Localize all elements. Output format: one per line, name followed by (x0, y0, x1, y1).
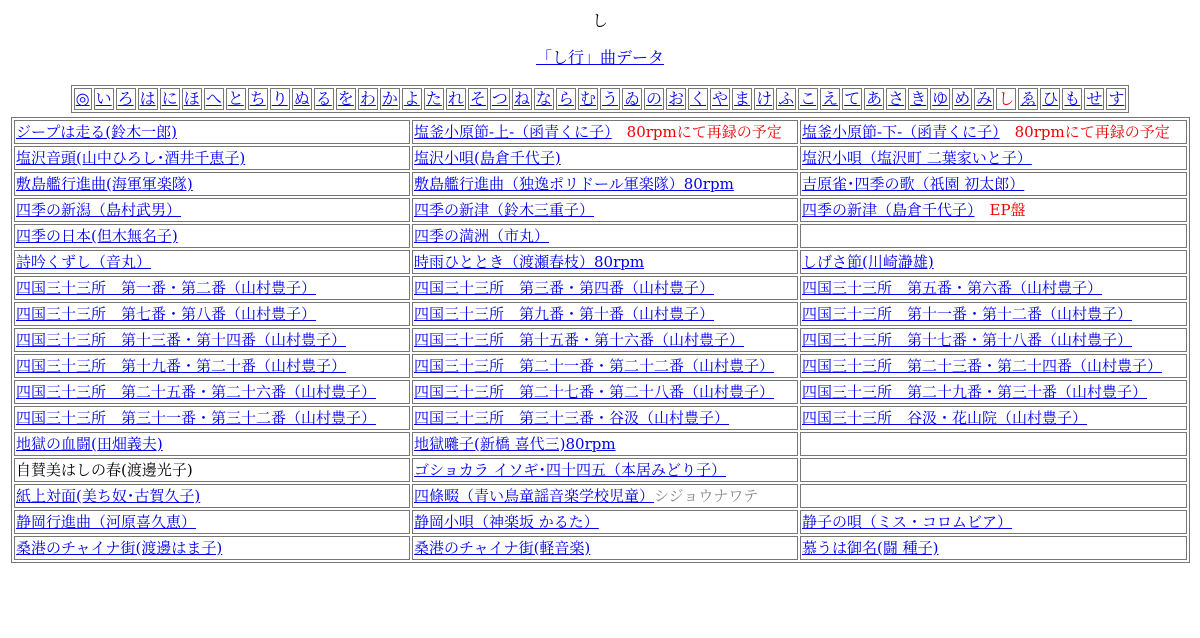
kana-cell (94, 88, 114, 110)
subtitle-link[interactable]: 「し行」曲データ (535, 48, 664, 67)
song-link[interactable]: 四季の日本(但木無名子) (16, 227, 178, 245)
song-link[interactable]: 四季の満洲（市丸） (414, 227, 550, 245)
kana-current: し (998, 89, 1015, 108)
kana-link[interactable]: い (95, 89, 112, 108)
kana-link[interactable]: た (425, 89, 442, 108)
kana-link[interactable]: を (337, 89, 354, 108)
kana-cell (1084, 88, 1104, 110)
song-link[interactable]: 塩沢音頭(山中ひろし･酒井千恵子) (16, 149, 246, 167)
song-link[interactable]: 四国三十三所 第二十九番・第三十番（山村豊子） (802, 383, 1148, 401)
song-link[interactable]: 四国三十三所 第一番・第二番（山村豊子） (16, 279, 317, 297)
kana-cell (556, 88, 576, 110)
song-link[interactable]: 静子の唄（ミス・コロムビア） (802, 513, 1013, 531)
song-link[interactable]: 四国三十三所 第十五番・第十六番（山村豊子） (414, 331, 745, 349)
song-cell (800, 510, 1187, 534)
kana-link[interactable]: て (844, 89, 861, 108)
kana-cell (336, 88, 356, 110)
song-cell (800, 250, 1187, 274)
kana-cell (248, 88, 268, 110)
kana-link[interactable]: ふ (778, 89, 795, 108)
kana-nav (0, 85, 1200, 113)
song-link[interactable]: 吉原雀･四季の歌（祇園 初太郎） (802, 175, 1025, 193)
song-cell (800, 172, 1187, 196)
song-cell (14, 510, 410, 534)
song-cell (800, 432, 1187, 456)
table-row (14, 172, 1187, 196)
kana-cell (138, 88, 158, 110)
kana-link[interactable]: に (161, 89, 178, 108)
kana-link[interactable]: よ (403, 89, 420, 108)
song-link[interactable]: 四国三十三所 第五番・第六番（山村豊子） (802, 279, 1103, 297)
song-link[interactable]: 四国三十三所 第十九番・第二十番（山村豊子） (16, 357, 347, 375)
song-link[interactable]: 四国三十三所 第二十三番・第二十四番（山村豊子） (802, 357, 1163, 375)
table-row (14, 484, 1187, 508)
song-link[interactable]: 塩沢小唄(島倉千代子) (414, 149, 561, 167)
table-row (14, 536, 1187, 560)
song-cell (14, 224, 410, 248)
song-cell (412, 380, 798, 404)
song-cell (14, 302, 410, 326)
song-cell (412, 250, 798, 274)
song-cell (14, 120, 410, 144)
kana-link[interactable]: ほ (183, 89, 200, 108)
song-cell (800, 146, 1187, 170)
kana-link[interactable]: の (646, 89, 663, 108)
kana-link[interactable]: な (535, 89, 552, 108)
song-cell (800, 406, 1187, 430)
song-link[interactable]: 静岡小唄（神楽坂 かるた） (414, 513, 599, 531)
song-cell (800, 458, 1187, 482)
table-row (14, 120, 1187, 144)
kana-cell (270, 88, 290, 110)
kana-cell (1106, 88, 1126, 110)
table-row (14, 276, 1187, 300)
song-link[interactable]: 敷島艦行進曲(海軍軍楽隊) (16, 175, 193, 193)
kana-link[interactable]: ぬ (293, 89, 310, 108)
kana-cell (930, 88, 950, 110)
kana-cell (226, 88, 246, 110)
kana-link[interactable]: ら (557, 89, 574, 108)
kana-link[interactable]: わ (359, 89, 376, 108)
song-cell (14, 328, 410, 352)
kana-cell (314, 88, 334, 110)
song-cell (800, 536, 1187, 560)
kana-cell (490, 88, 510, 110)
kana-link[interactable]: さ (888, 89, 905, 108)
song-link[interactable]: 時雨ひととき（渡瀬春枝）80rpm (414, 253, 645, 271)
song-cell (412, 328, 798, 352)
page-subtitle (0, 45, 1200, 65)
song-link[interactable]: 塩釜小原節-上-（函青くに子） (414, 123, 612, 141)
kana-link[interactable]: あ (866, 89, 883, 108)
table-row (14, 354, 1187, 378)
kana-cell (644, 88, 664, 110)
song-cell (14, 172, 410, 196)
song-note: 80rpmにて再録の予定 (999, 123, 1170, 141)
song-link[interactable]: 塩釜小原節-下-（函青くに子） (802, 123, 1000, 141)
kana-link[interactable]: つ (491, 89, 508, 108)
song-link[interactable]: 四国三十三所 第三十三番・谷汲（山村豊子） (414, 409, 730, 427)
kana-cell (842, 88, 862, 110)
kana-cell (820, 88, 840, 110)
kana-link[interactable]: き (910, 89, 927, 108)
song-link[interactable]: 四季の新津（島倉千代子） (802, 201, 975, 219)
page-title: し (591, 11, 608, 30)
kana-nav-table (71, 85, 1130, 113)
kana-link[interactable]: え (822, 89, 839, 108)
kana-cell (974, 88, 994, 110)
kana-cell (358, 88, 378, 110)
kana-link[interactable]: ◎ (75, 89, 90, 108)
kana-link[interactable]: め (954, 89, 971, 108)
kana-link[interactable]: け (756, 89, 773, 108)
table-row (14, 380, 1187, 404)
song-link[interactable]: ゴショカラ イソギ･四十四五（本居みどり子） (414, 461, 726, 479)
song-cell (412, 354, 798, 378)
kana-cell (688, 88, 708, 110)
song-link[interactable]: 桑港のチャイナ街(軽音楽) (414, 539, 591, 557)
song-link[interactable]: 四国三十三所 第七番・第八番（山村豊子） (16, 305, 317, 323)
song-cell (412, 120, 798, 144)
song-link[interactable]: ジープは走る(鈴木一郎) (16, 123, 177, 141)
song-link[interactable]: 塩沢小唄（塩沢町 二葉家いと子） (802, 149, 1032, 167)
kana-cell (1040, 88, 1060, 110)
kana-link[interactable]: す (1108, 89, 1125, 108)
song-cell (412, 432, 798, 456)
kana-cell (160, 88, 180, 110)
kana-cell (446, 88, 466, 110)
kana-link[interactable]: り (271, 89, 288, 108)
kana-cell (578, 88, 598, 110)
song-link[interactable]: 四国三十三所 第三十一番・第三十二番（山村豊子） (16, 409, 377, 427)
song-note: 80rpmにて再録の予定 (611, 123, 782, 141)
kana-link[interactable]: そ (469, 89, 486, 108)
song-cell (412, 172, 798, 196)
song-cell (14, 354, 410, 378)
kana-cell (380, 88, 400, 110)
song-cell (800, 380, 1187, 404)
kana-link[interactable]: ゐ (623, 89, 640, 108)
song-link[interactable]: 地獄囃子(新橋 喜代三)80rpm (414, 435, 616, 453)
song-cell (800, 354, 1187, 378)
kana-cell (666, 88, 686, 110)
kana-cell (424, 88, 444, 110)
song-cell (800, 484, 1187, 508)
table-row (14, 250, 1187, 274)
song-cell (412, 198, 798, 222)
kana-link[interactable]: ゆ (932, 89, 949, 108)
song-cell (14, 250, 410, 274)
song-link[interactable]: 桑港のチャイナ街(渡邊はま子) (16, 539, 223, 557)
song-link[interactable]: 紙上対面(美ち奴･古賀久子) (16, 487, 201, 505)
song-reading: シジョウナワテ (654, 487, 759, 505)
kana-cell (710, 88, 730, 110)
table-row (14, 432, 1187, 456)
song-cell (800, 198, 1187, 222)
song-link[interactable]: 地獄の血闘(田畑義夫) (16, 435, 163, 453)
kana-link[interactable]: か (381, 89, 398, 108)
kana-cell (732, 88, 752, 110)
kana-cell (1018, 88, 1038, 110)
song-link[interactable]: 四国三十三所 第十一番・第十二番（山村豊子） (802, 305, 1133, 323)
kana-link[interactable]: ゑ (1020, 89, 1037, 108)
song-cell (412, 484, 798, 508)
song-cell (412, 458, 798, 482)
table-row (14, 406, 1187, 430)
kana-link[interactable]: せ (1086, 89, 1103, 108)
kana-cell (182, 88, 202, 110)
table-row (14, 302, 1187, 326)
song-cell (412, 536, 798, 560)
kana-link[interactable]: ち (249, 89, 266, 108)
kana-link[interactable]: こ (800, 89, 817, 108)
kana-link[interactable]: ね (513, 89, 530, 108)
kana-cell (292, 88, 312, 110)
kana-cell (468, 88, 488, 110)
song-cell (412, 406, 798, 430)
song-cell (412, 276, 798, 300)
kana-cell (754, 88, 774, 110)
song-link[interactable]: 四條畷（青い鳥童謡音楽学校児童） (414, 487, 655, 505)
kana-cell (622, 88, 642, 110)
table-row (14, 328, 1187, 352)
song-cell (800, 120, 1187, 144)
song-link[interactable]: 敷島艦行進曲（独逸ポリドール軍楽隊）80rpm (414, 175, 734, 193)
kana-link[interactable]: ま (734, 89, 751, 108)
song-cell (14, 146, 410, 170)
table-row (14, 198, 1187, 222)
song-link[interactable]: 四国三十三所 第二十一番・第二十二番（山村豊子） (414, 357, 775, 375)
song-cell (412, 224, 798, 248)
song-link[interactable]: 四国三十三所 第十七番・第十八番（山村豊子） (802, 331, 1133, 349)
song-cell (412, 510, 798, 534)
song-link[interactable]: しげさ節(川崎瀞雄) (802, 253, 934, 271)
song-link[interactable]: 四国三十三所 第三番・第四番（山村豊子） (414, 279, 715, 297)
song-link[interactable]: 四国三十三所 第十三番・第十四番（山村豊子） (16, 331, 347, 349)
song-note: EP盤 (974, 201, 1026, 219)
song-cell (14, 458, 410, 482)
song-link[interactable]: 四季の新潟（島村武男） (16, 201, 182, 219)
song-link[interactable]: 四季の新津（鈴木三重子） (414, 201, 595, 219)
kana-cell (204, 88, 224, 110)
kana-link[interactable]: ひ (1042, 89, 1059, 108)
song-link[interactable]: 詩吟くずし（音丸） (16, 253, 152, 271)
kana-link[interactable]: ろ (117, 89, 134, 108)
song-cell (14, 536, 410, 560)
song-title: 自賛美はしの春(渡邊光子) (16, 461, 193, 479)
kana-cell (116, 88, 136, 110)
song-link[interactable]: 四国三十三所 谷汲・花山院（山村豊子） (802, 409, 1088, 427)
song-cell (14, 484, 410, 508)
song-cell (14, 380, 410, 404)
kana-link[interactable]: お (668, 89, 685, 108)
song-cell (14, 276, 410, 300)
song-cell (800, 276, 1187, 300)
song-link[interactable]: 四国三十三所 第二十五番・第二十六番（山村豊子） (16, 383, 377, 401)
song-cell (14, 406, 410, 430)
table-row (14, 224, 1187, 248)
kana-cell (534, 88, 554, 110)
song-link[interactable]: 四国三十三所 第九番・第十番（山村豊子） (414, 305, 715, 323)
kana-link[interactable]: と (227, 89, 244, 108)
kana-cell (952, 88, 972, 110)
kana-cell (776, 88, 796, 110)
kana-link[interactable]: は (139, 89, 156, 108)
kana-cell (798, 88, 818, 110)
song-link[interactable]: 静岡行進曲（河原喜久恵） (16, 513, 197, 531)
song-cell (412, 146, 798, 170)
song-cell (800, 328, 1187, 352)
kana-cell (74, 88, 92, 110)
table-row (14, 146, 1187, 170)
song-link[interactable]: 四国三十三所 第二十七番・第二十八番（山村豊子） (414, 383, 775, 401)
kana-link[interactable]: う (601, 89, 618, 108)
kana-cell (1062, 88, 1082, 110)
kana-cell (864, 88, 884, 110)
kana-link[interactable]: る (315, 89, 332, 108)
kana-link[interactable]: む (579, 89, 596, 108)
kana-link[interactable]: も (1064, 89, 1081, 108)
kana-cell (402, 88, 422, 110)
song-cell (14, 432, 410, 456)
kana-cell (908, 88, 928, 110)
table-row (14, 458, 1187, 482)
kana-cell (600, 88, 620, 110)
song-table (11, 117, 1190, 563)
kana-cell (512, 88, 532, 110)
kana-link[interactable]: へ (205, 89, 222, 108)
table-row (14, 510, 1187, 534)
kana-link[interactable]: れ (447, 89, 464, 108)
kana-link[interactable]: み (976, 89, 993, 108)
kana-link[interactable]: く (690, 89, 707, 108)
song-cell (800, 224, 1187, 248)
kana-cell (886, 88, 906, 110)
song-cell (800, 302, 1187, 326)
kana-link[interactable]: や (712, 89, 729, 108)
song-cell (14, 198, 410, 222)
song-link[interactable]: 慕うは御名(闘 種子) (802, 539, 939, 557)
song-cell (412, 302, 798, 326)
